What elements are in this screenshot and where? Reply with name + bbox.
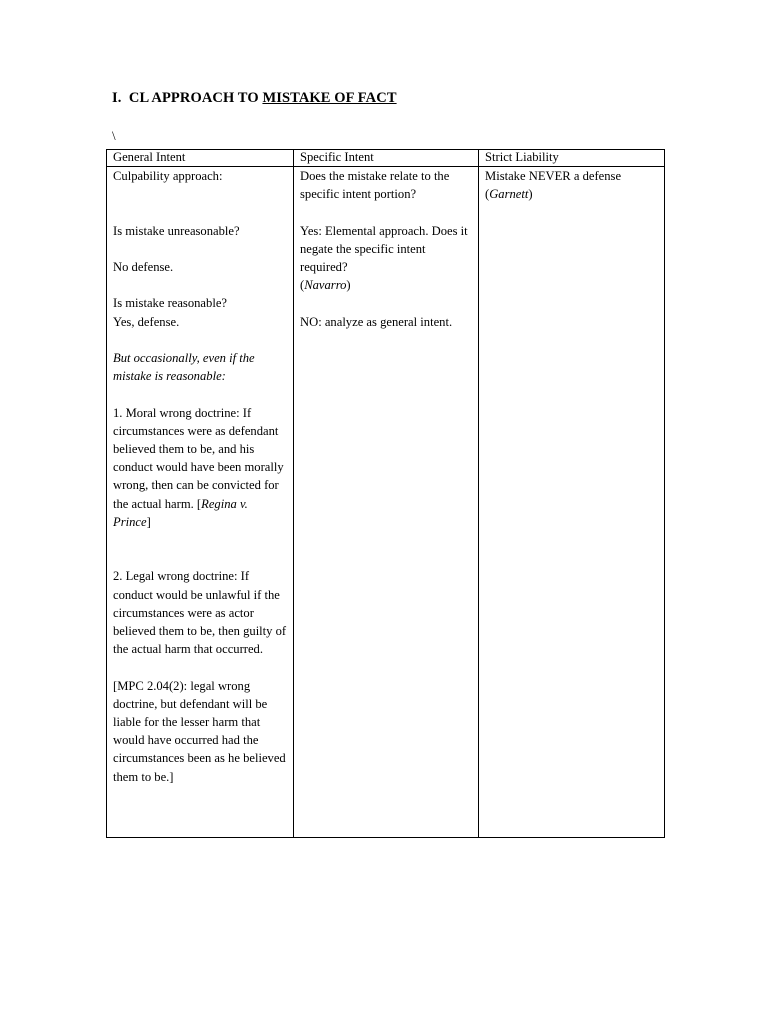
section-number: I. [112, 90, 122, 106]
moral-wrong-text: 1. Moral wrong doctrine: If circumstances were as defendant believed them to be, and his conduct would have been morally wrong, then can be convicted for the actual harm. [ [113, 405, 284, 511]
header-specific-intent: Specific Intent [294, 150, 479, 167]
mpc-note: [MPC 2.04(2): legal wrong doctrine, but defendant will be liable for the lesser harm that would have occurred had the circumstances been as he believed them to be.] [113, 678, 286, 784]
navarro-citation [300, 276, 472, 294]
heading-underlined: MISTAKE OF FACT [262, 90, 397, 106]
garnett-citation [485, 185, 658, 203]
body-row [107, 167, 665, 838]
moral-wrong-case: Regina v. Prince [113, 496, 248, 529]
navarro-open: ( [300, 278, 305, 293]
stray-mark: \ [112, 128, 116, 143]
elemental-approach: Yes: Elemental approach. Does it negate the specific intent required? [300, 223, 468, 274]
moral-wrong-close: ] [146, 514, 151, 529]
unreasonable-question: Is mistake unreasonable? [113, 223, 240, 238]
general-intent-cell [107, 167, 294, 838]
garnett-close: ) [528, 187, 533, 202]
navarro-case: Navarro [304, 278, 347, 293]
reasonable-question: Is mistake reasonable? [113, 296, 227, 311]
yes-defense: Yes, defense. [113, 314, 180, 329]
culpability-approach: Culpability approach: [113, 169, 223, 183]
header-general-intent: General Intent [107, 150, 294, 167]
relate-question: Does the mistake relate to the specific intent portion? [300, 169, 450, 202]
no-defense: No defense. [113, 259, 174, 274]
header-strict-liability: Strict Liability [479, 150, 665, 167]
garnett-case: Garnett [489, 187, 529, 202]
header-row [107, 150, 665, 167]
navarro-close: ) [346, 278, 351, 293]
garnett-open: ( [485, 187, 490, 202]
strict-liability-cell [479, 167, 665, 838]
never-a-defense: Mistake NEVER a defense [485, 169, 622, 183]
moral-wrong-doctrine [113, 404, 287, 531]
heading-prefix: CL APPROACH TO [128, 90, 259, 106]
section-heading [112, 90, 397, 107]
legal-wrong-doctrine: 2. Legal wrong doctrine: If conduct would be unlawful if the circumstances were as actor believed them to be, then guilty of the actual harm that occurred. [113, 569, 287, 657]
specific-intent-cell [294, 167, 479, 838]
mistake-of-fact-table [106, 149, 665, 838]
occasionally-note: But occasionally, even if the mistake is reasonable: [113, 350, 255, 384]
analyze-general-intent: NO: analyze as general intent. [300, 314, 453, 329]
